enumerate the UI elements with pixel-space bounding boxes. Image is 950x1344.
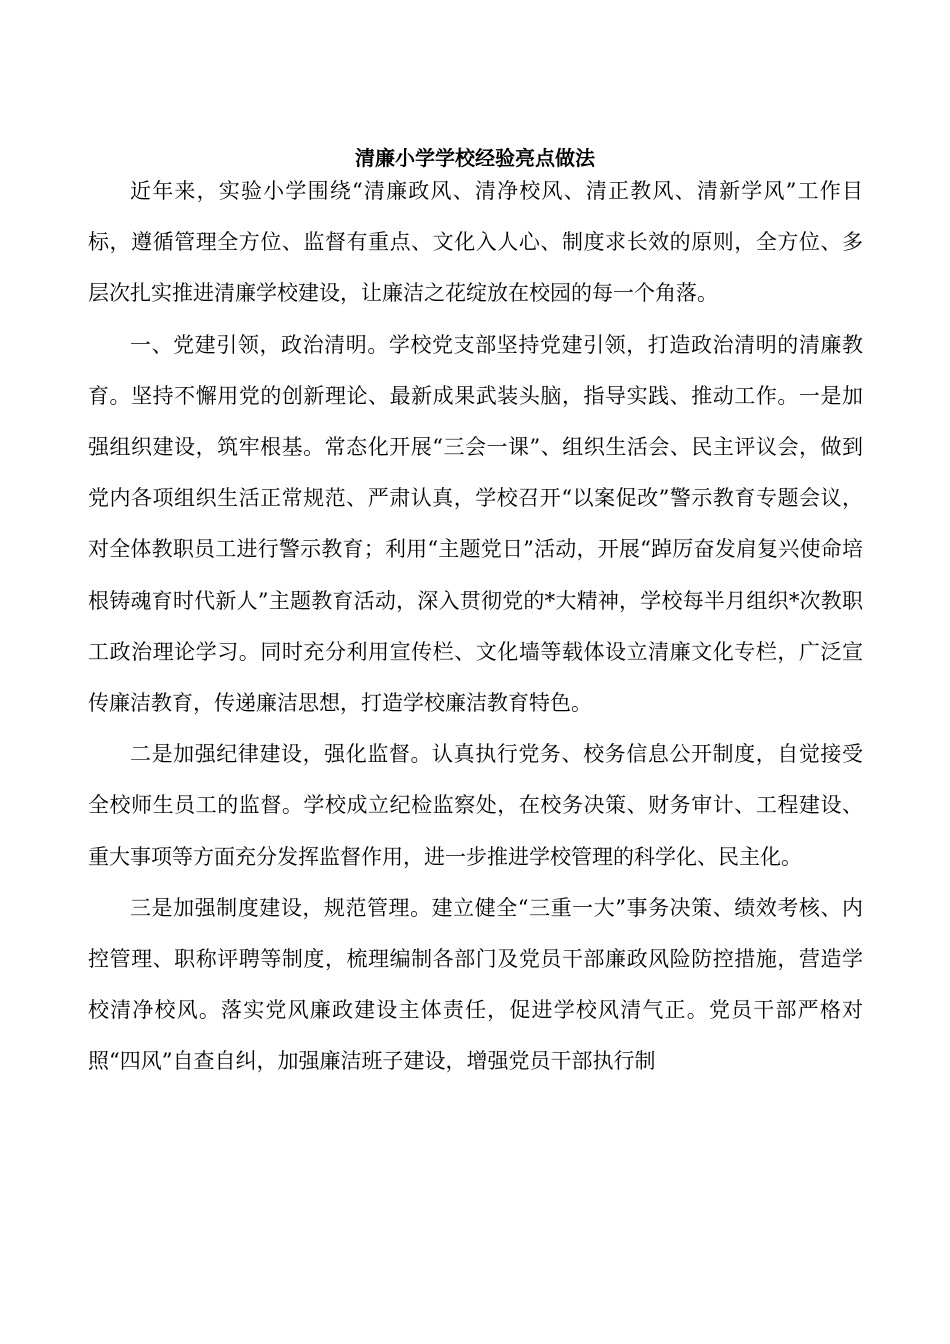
document-body [88,166,863,1088]
document-title: 清廉小学学校经验亮点做法 [355,146,595,170]
paragraph-intro: 近年来，实验小学围绕“清廉政风、清净校风、清正教风、清新学风”工作目标，遵循管理全方位、监督有重点、文化入人心、制度求长效的原则，全方位、多层次扎实推进清廉学校建设，让廉洁之花绽放在校园的每一个角落。 [88,179,863,306]
paragraph-institution: 三是加强制度建设，规范管理。建立健全“三重一大”事务决策、绩效考核、内控管理、职称评聘等制度，梳理编制各部门及党员干部廉政风险防控措施，营造学校清净校风。落实党风廉政建设主体责任，促进学校风清气正。党员干部严格对照“四风”自查自纠，加强廉洁班子建设，增强党员干部执行制 [88,895,863,1074]
paragraph-party-building: 一、党建引领，政治清明。学校党支部坚持党建引领，打造政治清明的清廉教育。坚持不懈用党的创新理论、最新成果武装头脑，指导实践、推动工作。一是加强组织建设，筑牢根基。常态化开展“三会一课”、组织生活会、民主评议会，做到党内各项组织生活正常规范、严肃认真，学校召开“以案促改”警示教育专题会议，对全体教职员工进行警示教育；利用“主题党日”活动，开展“踔厉奋发肩复兴使命培根铸魂育时代新人”主题教育活动，深入贯彻党的*大精神，学校每半月组织*次教职工政治理论学习。同时充分利用宣传栏、文化墙等载体设立清廉文化专栏，广泛宣传廉洁教育，传递廉洁思想，打造学校廉洁教育特色。 [88,332,863,716]
paragraph-discipline: 二是加强纪律建设，强化监督。认真执行党务、校务信息公开制度，自觉接受全校师生员工的监督。学校成立纪检监察处，在校务决策、财务审计、工程建设、重大事项等方面充分发挥监督作用，进一步推进学校管理的科学化、民主化。 [88,742,863,869]
